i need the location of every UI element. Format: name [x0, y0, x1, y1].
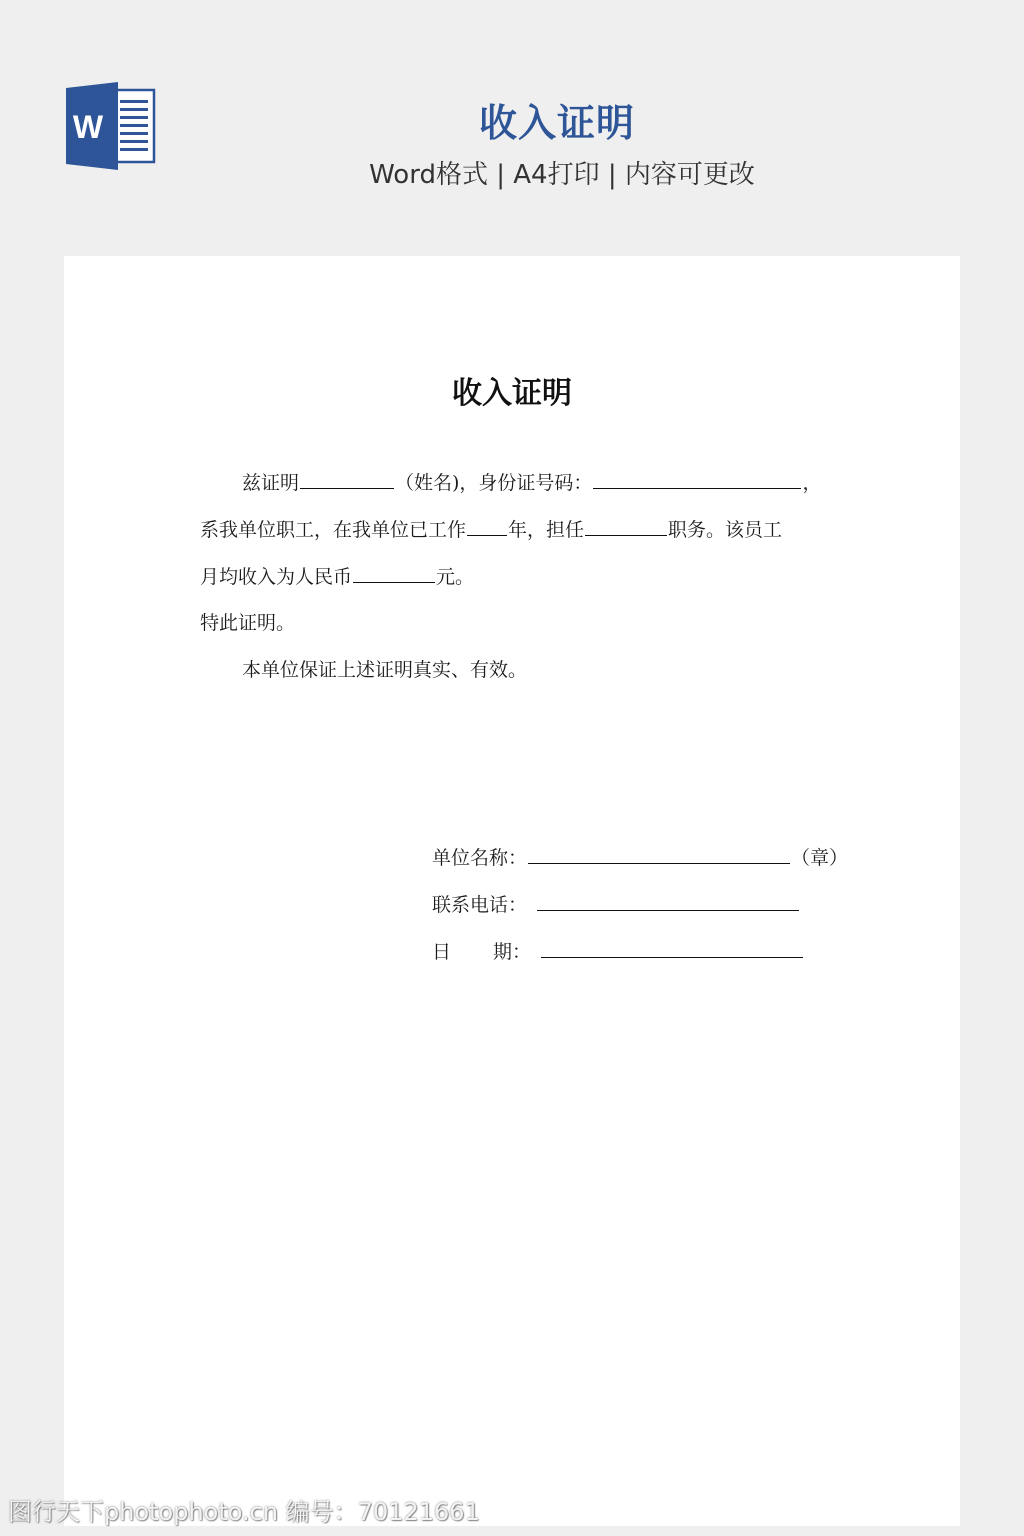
header-title: 收入证明 [478, 101, 635, 145]
date-row [432, 937, 804, 966]
watermark: 图行天下photophoto.cn 编号：70121661 [8, 1498, 480, 1526]
years-blank[interactable] [467, 515, 507, 536]
text-duty: 职务。该员工 [668, 519, 783, 541]
paragraph-employment [200, 515, 782, 544]
unit-name-blank[interactable] [528, 843, 790, 864]
text-position: 年，担任 [508, 519, 585, 541]
unit-name-row [432, 843, 848, 872]
paragraph-income [200, 562, 474, 591]
income-blank[interactable] [353, 562, 435, 583]
paragraph-certify [242, 468, 821, 497]
text-name-id: （姓名)，身份证号码： [395, 472, 593, 494]
paragraph-hereby: 特此证明。 [200, 612, 296, 634]
word-logo-letter: W [72, 109, 104, 145]
paragraph-guarantee: 本单位保证上述证明真实、有效。 [242, 659, 528, 681]
document-title: 收入证明 [452, 376, 572, 411]
phone-blank[interactable] [537, 890, 799, 911]
date-label-1: 日 [432, 941, 452, 963]
name-blank[interactable] [300, 468, 394, 489]
unit-name-label: 单位名称： [432, 847, 528, 869]
date-blank[interactable] [541, 937, 803, 958]
phone-row [432, 890, 800, 919]
id-number-blank[interactable] [593, 468, 801, 489]
text-income: 月均收入为人民币 [200, 566, 353, 588]
phone-label: 联系电话： [432, 894, 528, 916]
text-comma: ， [802, 472, 822, 494]
header-subtitle: Word格式 | A4打印 | 内容可更改 [369, 160, 755, 190]
document-page [64, 256, 960, 1526]
text-yuan: 元。 [436, 566, 475, 588]
date-label-2: 期： [493, 941, 532, 963]
text-certify: 兹证明 [242, 472, 300, 494]
seal-label: （章） [791, 847, 849, 869]
position-blank[interactable] [585, 515, 667, 536]
header [0, 0, 1024, 230]
text-employee: 系我单位职工，在我单位已工作 [200, 519, 467, 541]
